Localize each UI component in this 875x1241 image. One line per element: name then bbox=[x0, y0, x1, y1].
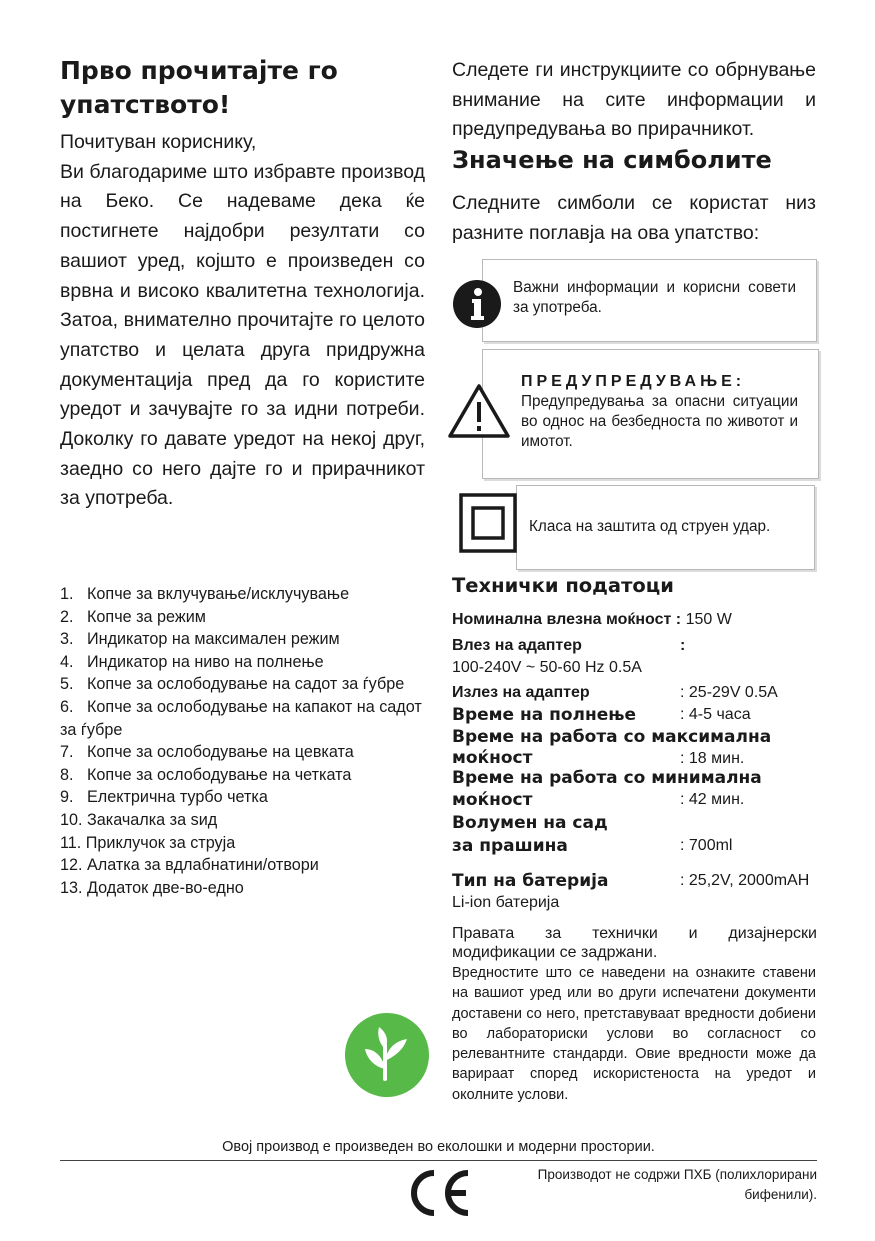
pcb-note bbox=[520, 1165, 817, 1205]
adapter-out-label: Излез на адаптер bbox=[452, 684, 590, 701]
volume-label-1: Волумен на сад bbox=[452, 813, 608, 833]
list-item: 11. Приклучок за струја bbox=[60, 833, 236, 852]
min-label-1: Време на работа со минимална bbox=[452, 768, 762, 788]
symbols-intro: Следните симболи се користат низ разните поглавја на ова упатство: bbox=[452, 192, 816, 244]
class-text: Класа на заштита од струен удар. bbox=[529, 518, 771, 535]
protection-class-box bbox=[516, 485, 815, 570]
warning-title: ПРЕДУПРЕДУВАЊЕ: bbox=[521, 373, 746, 390]
pcb-line-2: бифенили). bbox=[744, 1187, 817, 1202]
intro-body: Ви благодариме што избравте производ на Беко. Се надеваме дека ќе постигнете најдобри резултати со вашиот уред, којшто е произведен со врвна и високо квалитетна технологија. Затоа, внимателно прочитајте го целото упатство и целата друга придружна документација пред да го користите уредот и зачувајте го за идни потреби. Доколку го давате уредот на некој друг, заедно со него дајте го и прирачникот за употреба. bbox=[60, 160, 425, 510]
pcb-line-1: Производот не содржи ПХБ (полихлорирани bbox=[537, 1167, 817, 1182]
info-icon bbox=[453, 280, 501, 328]
nominal-label: Номинална влезна моќност : bbox=[452, 611, 682, 628]
list-item: 3. Индикатор на максимален режим bbox=[60, 630, 340, 649]
ce-mark-icon bbox=[404, 1167, 474, 1219]
greeting: Почитуван кориснику, bbox=[60, 131, 257, 153]
tech-heading: Технички податоци bbox=[452, 574, 674, 597]
list-item: 12. Алатка за вдлабнатини/отвори bbox=[60, 856, 319, 875]
battery-value: : 25,2V, 2000mAH bbox=[680, 872, 810, 889]
list-item: 7. Копче за ослободување на цевката bbox=[60, 743, 354, 762]
list-item: 10. Закачалка за ѕид bbox=[60, 810, 218, 829]
info-text: Важни информации и корисни совети за употреба. bbox=[513, 279, 796, 316]
list-item: 4. Индикатор на ниво на полнење bbox=[60, 652, 324, 671]
page-title: Прво прочитајте го упатството! bbox=[60, 56, 338, 119]
intro-text bbox=[60, 128, 425, 514]
info-box bbox=[482, 259, 817, 342]
battery-type: Li-ion батерија bbox=[452, 894, 560, 911]
warning-box bbox=[482, 349, 819, 479]
charge-label: Време на полнење bbox=[452, 705, 637, 725]
list-item: 5. Копче за ослободување на садот за ѓубре bbox=[60, 675, 405, 694]
symbols-heading: Значење на симболите bbox=[452, 146, 772, 174]
rights-reserved: Правата за технички и дизајнерски модификации се задржани. bbox=[452, 925, 817, 961]
min-value: : 42 мин. bbox=[680, 791, 745, 808]
list-item: 2. Копче за режим bbox=[60, 607, 206, 626]
max-label-2: моќност bbox=[452, 748, 533, 768]
eco-production-text: Овој производ е произведен во еколошки и модерни простории. bbox=[222, 1139, 655, 1155]
volume-value: : 700ml bbox=[680, 837, 733, 854]
adapter-in-label: Влез на адаптер bbox=[452, 637, 582, 654]
adapter-in-colon: : bbox=[680, 637, 686, 654]
list-item: 13. Додаток две-во-едно bbox=[60, 878, 244, 897]
footer-divider bbox=[60, 1160, 817, 1161]
charge-value: : 4-5 часа bbox=[680, 706, 751, 723]
min-label-2: моќност bbox=[452, 790, 533, 810]
list-item: 1. Копче за вклучување/исклучување bbox=[60, 585, 350, 603]
instructions-note: Следете ги инструкциите со обрнување внимание на сите информации и предупредувања во прирачникот. bbox=[452, 59, 816, 141]
list-item: 6. Копче за ослободување на капакот на садот за ѓубре bbox=[60, 697, 422, 739]
parts-list bbox=[60, 583, 432, 899]
battery-label: Тип на батерија bbox=[452, 871, 609, 891]
warning-triangle-icon bbox=[446, 382, 512, 440]
double-square-icon bbox=[459, 493, 517, 553]
max-value: : 18 мин. bbox=[680, 750, 745, 767]
tech-nominal bbox=[452, 611, 817, 629]
volume-label-2: за прашина bbox=[452, 836, 568, 856]
warning-text: Предупредувања за опасни ситуации во однос на безбедноста по животот и имотот. bbox=[521, 393, 798, 450]
eco-leaf-icon bbox=[345, 1013, 429, 1097]
adapter-out-value: : 25-29V 0.5A bbox=[680, 684, 778, 701]
list-item: 9. Електрична турбо четка bbox=[60, 788, 268, 807]
adapter-in-value: 100-240V ~ 50-60 Hz 0.5A bbox=[452, 659, 642, 676]
values-note: Вредностите што се наведени на ознаките ставени на вашиот уред или во други испечатени документи доставени со него, претставуваат вредности добиени во лабораториски услови во согласност со релевантните стандарди. Овие вредности може да варираат според искористеноста на уредот и околните услови. bbox=[452, 965, 816, 1103]
list-item: 8. Копче за ослободување на четката bbox=[60, 765, 352, 784]
max-label-1: Време на работа со максимална bbox=[452, 727, 772, 747]
nominal-value: 150 W bbox=[685, 611, 732, 628]
